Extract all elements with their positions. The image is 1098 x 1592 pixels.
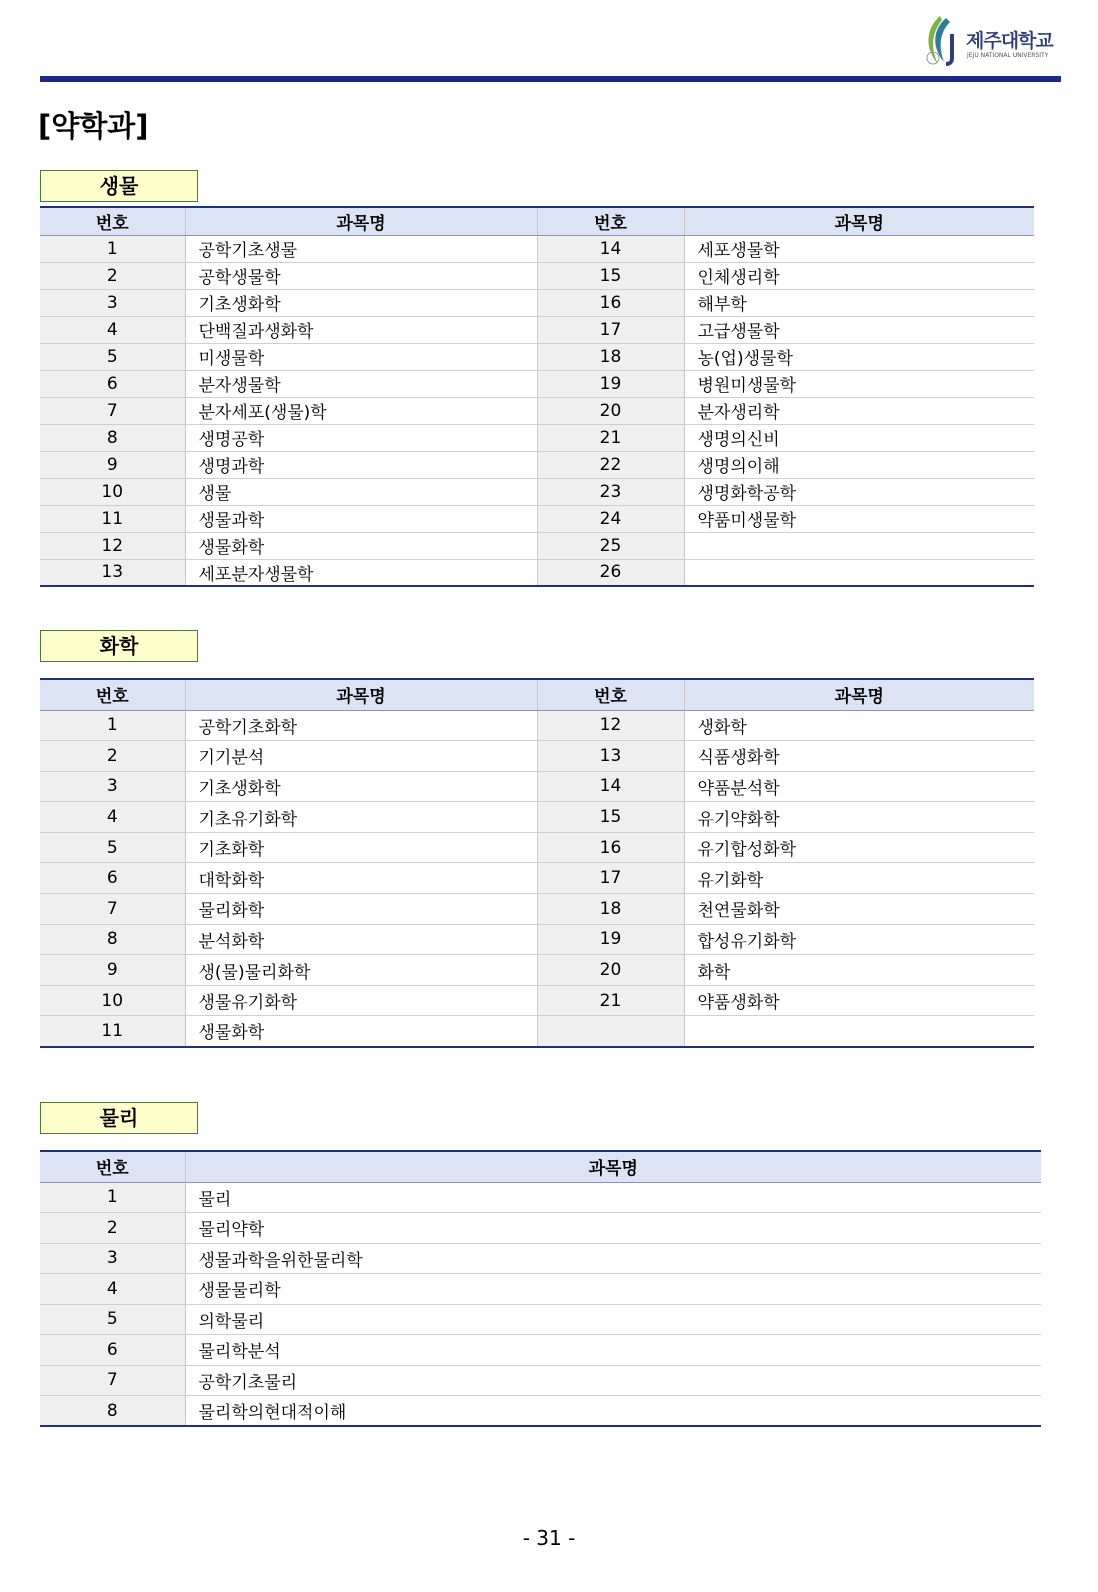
row-number: 22	[537, 451, 684, 478]
subject-name: 생물유기화학	[185, 985, 537, 1016]
row-number: 1	[40, 235, 185, 262]
col-header-number: 번호	[40, 1151, 185, 1182]
row-number: 20	[537, 397, 684, 424]
table-row	[40, 424, 1034, 451]
subject-name: 생물물리학	[185, 1274, 1041, 1305]
subject-name: 농(업)생물학	[684, 343, 1034, 370]
table-row	[40, 1396, 1041, 1427]
row-number: 14	[537, 235, 684, 262]
row-number: 9	[40, 451, 185, 478]
table-row	[40, 863, 1034, 894]
table-row	[40, 1304, 1041, 1335]
row-number: 7	[40, 397, 185, 424]
chemistry-table	[40, 678, 1034, 1048]
subject-name	[684, 559, 1034, 586]
table-row	[40, 710, 1034, 741]
table-row	[40, 1213, 1041, 1244]
row-number: 2	[40, 262, 185, 289]
table-header-row	[40, 1151, 1041, 1182]
row-number: 26	[537, 559, 684, 586]
subject-name: 세포분자생물학	[185, 559, 537, 586]
row-number: 18	[537, 894, 684, 925]
row-number: 11	[40, 505, 185, 532]
subject-name: 생명과학	[185, 451, 537, 478]
col-header-subject: 과목명	[684, 207, 1034, 235]
table-row	[40, 924, 1034, 955]
subject-name: 기기분석	[185, 741, 537, 772]
table-row	[40, 559, 1034, 586]
subject-name	[684, 1016, 1034, 1047]
logo-subtitle: JEJU NATIONAL UNIVERSITY	[967, 52, 1049, 59]
row-number: 12	[537, 710, 684, 741]
row-number: 10	[40, 478, 185, 505]
subject-name: 분석화학	[185, 924, 537, 955]
row-number: 4	[40, 802, 185, 833]
row-number: 3	[40, 1243, 185, 1274]
table-row	[40, 505, 1034, 532]
subject-name: 생명공학	[185, 424, 537, 451]
physics-table	[40, 1150, 1041, 1427]
subject-name: 물리학분석	[185, 1335, 1041, 1366]
row-number: 11	[40, 1016, 185, 1047]
row-number: 1	[40, 710, 185, 741]
subject-name: 세포생물학	[684, 235, 1034, 262]
subject-name: 생명화학공학	[684, 478, 1034, 505]
subject-name: 생물화학	[185, 1016, 537, 1047]
table-row	[40, 985, 1034, 1016]
subject-name: 생명의신비	[684, 424, 1034, 451]
row-number: 6	[40, 1335, 185, 1366]
row-number: 21	[537, 424, 684, 451]
table-row	[40, 343, 1034, 370]
subject-name: 분자생물학	[185, 370, 537, 397]
table-row	[40, 1016, 1034, 1047]
subject-name: 생물	[185, 478, 537, 505]
row-number: 18	[537, 343, 684, 370]
subject-name: 인체생리학	[684, 262, 1034, 289]
col-header-subject: 과목명	[185, 207, 537, 235]
subject-name: 생(물)물리화학	[185, 955, 537, 986]
row-number: 3	[40, 771, 185, 802]
row-number: 5	[40, 832, 185, 863]
subject-name: 생화학	[684, 710, 1034, 741]
col-header-number: 번호	[537, 679, 684, 710]
row-number: 4	[40, 316, 185, 343]
university-emblem-icon	[920, 14, 964, 70]
table-header-row	[40, 207, 1034, 235]
subject-name: 분자세포(생물)학	[185, 397, 537, 424]
row-number: 6	[40, 370, 185, 397]
subject-name: 천연물화학	[684, 894, 1034, 925]
table-row	[40, 235, 1034, 262]
table-row	[40, 1243, 1041, 1274]
subject-name	[684, 532, 1034, 559]
row-number: 3	[40, 289, 185, 316]
table-row	[40, 741, 1034, 772]
row-number: 7	[40, 894, 185, 925]
row-number: 2	[40, 741, 185, 772]
subject-name: 생물화학	[185, 532, 537, 559]
subject-name: 약품생화학	[684, 985, 1034, 1016]
subject-name: 물리학의현대적이해	[185, 1396, 1041, 1427]
row-number: 15	[537, 802, 684, 833]
subject-name: 유기화학	[684, 863, 1034, 894]
subject-name: 대학화학	[185, 863, 537, 894]
row-number: 25	[537, 532, 684, 559]
subject-name: 유기합성화학	[684, 832, 1034, 863]
row-number: 17	[537, 863, 684, 894]
subject-name: 공학기초화학	[185, 710, 537, 741]
row-number: 10	[40, 985, 185, 1016]
row-number: 12	[40, 532, 185, 559]
subject-name: 물리약학	[185, 1213, 1041, 1244]
subject-name: 공학기초물리	[185, 1365, 1041, 1396]
row-number: 7	[40, 1365, 185, 1396]
table-row	[40, 1335, 1041, 1366]
subject-name: 화학	[684, 955, 1034, 986]
row-number: 21	[537, 985, 684, 1016]
table-row	[40, 370, 1034, 397]
header-rule	[40, 76, 1061, 82]
subject-name: 미생물학	[185, 343, 537, 370]
col-header-number: 번호	[40, 207, 185, 235]
subject-name: 식품생화학	[684, 741, 1034, 772]
row-number: 16	[537, 289, 684, 316]
subject-name: 고급생물학	[684, 316, 1034, 343]
subject-name: 생물과학을위한물리학	[185, 1243, 1041, 1274]
subject-name: 공학생물학	[185, 262, 537, 289]
university-logo	[920, 14, 1065, 70]
row-number: 4	[40, 1274, 185, 1305]
subject-name: 의학물리	[185, 1304, 1041, 1335]
logo-wordmark: 제주대학교	[966, 30, 1053, 52]
subject-name: 물리	[185, 1182, 1041, 1213]
row-number: 5	[40, 1304, 185, 1335]
row-number	[537, 1016, 684, 1047]
table-row	[40, 262, 1034, 289]
row-number: 1	[40, 1182, 185, 1213]
biology-table	[40, 206, 1034, 587]
table-row	[40, 1365, 1041, 1396]
table-row	[40, 802, 1034, 833]
subject-name: 분자생리학	[684, 397, 1034, 424]
row-number: 2	[40, 1213, 185, 1244]
row-number: 5	[40, 343, 185, 370]
section-label-biology: 생물	[40, 170, 198, 202]
subject-name: 기초유기화학	[185, 802, 537, 833]
row-number: 15	[537, 262, 684, 289]
table-row	[40, 955, 1034, 986]
table-header-row	[40, 679, 1034, 710]
row-number: 8	[40, 424, 185, 451]
row-number: 8	[40, 924, 185, 955]
table-row	[40, 397, 1034, 424]
col-header-subject: 과목명	[185, 679, 537, 710]
subject-name: 공학기초생물	[185, 235, 537, 262]
table-row	[40, 451, 1034, 478]
subject-name: 유기약화학	[684, 802, 1034, 833]
subject-name: 기초화학	[185, 832, 537, 863]
table-row	[40, 316, 1034, 343]
col-header-number: 번호	[40, 679, 185, 710]
subject-name: 생명의이해	[684, 451, 1034, 478]
row-number: 8	[40, 1396, 185, 1427]
section-label-physics: 물리	[40, 1102, 198, 1134]
row-number: 17	[537, 316, 684, 343]
col-header-subject: 과목명	[684, 679, 1034, 710]
col-header-number: 번호	[537, 207, 684, 235]
row-number: 6	[40, 863, 185, 894]
subject-name: 기초생화학	[185, 771, 537, 802]
table-row	[40, 478, 1034, 505]
subject-name: 해부학	[684, 289, 1034, 316]
subject-name: 기초생화학	[185, 289, 537, 316]
table-row	[40, 532, 1034, 559]
table-row	[40, 1274, 1041, 1305]
row-number: 20	[537, 955, 684, 986]
row-number: 14	[537, 771, 684, 802]
subject-name: 물리화학	[185, 894, 537, 925]
subject-name: 합성유기화학	[684, 924, 1034, 955]
row-number: 9	[40, 955, 185, 986]
page-title: [약학과]	[38, 109, 149, 143]
row-number: 13	[537, 741, 684, 772]
table-row	[40, 832, 1034, 863]
table-row	[40, 289, 1034, 316]
subject-name: 약품미생물학	[684, 505, 1034, 532]
col-header-subject: 과목명	[185, 1151, 1041, 1182]
row-number: 16	[537, 832, 684, 863]
row-number: 24	[537, 505, 684, 532]
table-row	[40, 771, 1034, 802]
row-number: 19	[537, 370, 684, 397]
section-label-chemistry: 화학	[40, 630, 198, 662]
subject-name: 생물과학	[185, 505, 537, 532]
subject-name: 단백질과생화학	[185, 316, 537, 343]
page-number: - 31 -	[522, 1526, 576, 1550]
table-row	[40, 1182, 1041, 1213]
row-number: 13	[40, 559, 185, 586]
subject-name: 약품분석학	[684, 771, 1034, 802]
row-number: 23	[537, 478, 684, 505]
row-number: 19	[537, 924, 684, 955]
subject-name: 병원미생물학	[684, 370, 1034, 397]
table-row	[40, 894, 1034, 925]
